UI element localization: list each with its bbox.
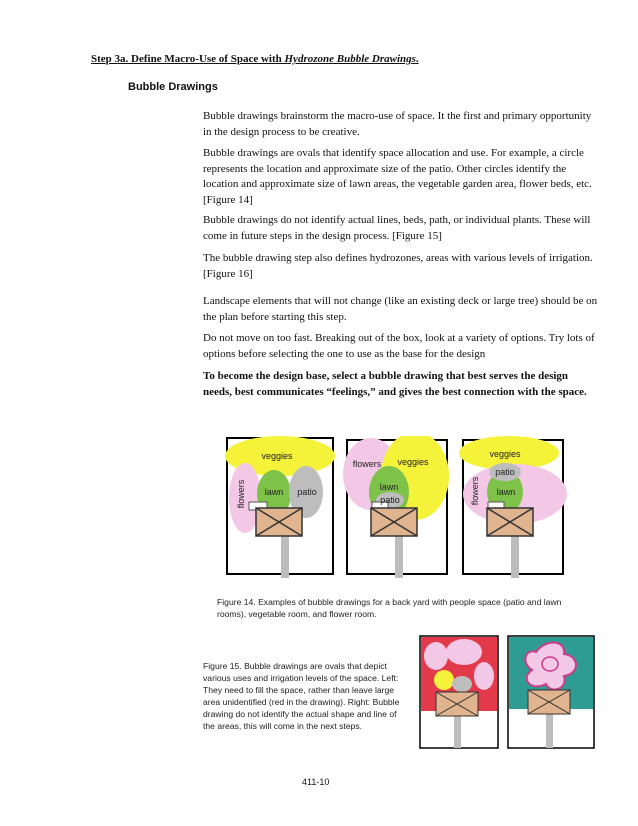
house-shape bbox=[256, 508, 302, 536]
label-flowers: flowers bbox=[352, 459, 382, 469]
paragraph-intro: Bubble drawings brainstorm the macro-use of space. It the first and primary opportunity in the design process to be creative. bbox=[203, 110, 592, 138]
paragraph-options: Do not move on too fast. Breaking out of the box, look at a variety of options. Try lots of options before selecting the one to use as the base for the design bbox=[203, 332, 595, 360]
bubble-drawing-1 bbox=[225, 436, 335, 578]
label-flowers: flowers bbox=[470, 476, 480, 506]
house-shape bbox=[528, 690, 570, 714]
figure-14-bubble-drawings bbox=[225, 436, 597, 578]
figure-15-left-drawing bbox=[420, 636, 498, 748]
label-flowers: flowers bbox=[236, 479, 246, 509]
subheading: Bubble Drawings bbox=[128, 81, 218, 93]
figure-15-drawings bbox=[418, 634, 598, 750]
paragraph-hydrozones: The bubble drawing step also defines hydrozones, areas with various levels of irrigation. [Figure 16] bbox=[203, 252, 593, 280]
heading-suffix: . bbox=[415, 53, 419, 65]
figure-14-caption: Figure 14. Examples of bubble drawings for a back yard with people space (patio and lawn rooms), vegetable room, and flower room. bbox=[217, 597, 562, 619]
section-heading bbox=[91, 53, 419, 65]
bubble-drawing-2 bbox=[343, 436, 449, 578]
page-number: 411-10 bbox=[302, 777, 330, 787]
bubble-drawing-3 bbox=[459, 436, 567, 578]
label-lawn: lawn bbox=[379, 482, 399, 492]
paragraph-definition: Bubble drawings are ovals that identify space allocation and use. For example, a circle represents the location and approximate size of the patio. Other circles identify the location and approximate size of lawn areas, the vegetable garden area, flower beds, etc. [Figure 14] bbox=[203, 147, 592, 206]
house-shape bbox=[436, 692, 478, 716]
label-veggies: veggies bbox=[261, 451, 293, 461]
label-lawn: lawn bbox=[496, 487, 516, 497]
heading-italic: Hydrozone Bubble Drawings bbox=[284, 53, 416, 65]
paragraph-design-base: To become the design base, select a bubble drawing that best serves the design needs, best communicates “feelings,” and gives the best connection with the space. bbox=[203, 370, 587, 398]
paragraph-landscape: Landscape elements that will not change (like an existing deck or large tree) should be on the plan before starting this step. bbox=[203, 295, 598, 323]
house-shape bbox=[371, 508, 417, 536]
paragraph-no-lines: Bubble drawings do not identify actual lines, beds, path, or individual plants. These will come in future steps in the design process. [Figure 15] bbox=[203, 214, 591, 242]
label-veggies: veggies bbox=[397, 457, 429, 467]
label-patio: patio bbox=[297, 487, 317, 497]
figure-15-caption: Figure 15. Bubble drawings are ovals that depict various uses and irrigation levels of the space. Left: They need to fill the space, rather than leave large area unidentified (red in the drawing). Right: Bubble drawing do not identify the actual shape and line of the areas, this will come in the next steps. bbox=[203, 661, 400, 731]
house-shape bbox=[487, 508, 533, 536]
label-veggies: veggies bbox=[489, 449, 521, 459]
label-patio: patio bbox=[380, 495, 400, 505]
label-lawn: lawn bbox=[264, 487, 284, 497]
figure-15-right-drawing bbox=[508, 636, 594, 748]
heading-prefix: Step 3a. Define Macro-Use of Space with bbox=[91, 53, 285, 65]
label-patio: patio bbox=[495, 467, 515, 477]
